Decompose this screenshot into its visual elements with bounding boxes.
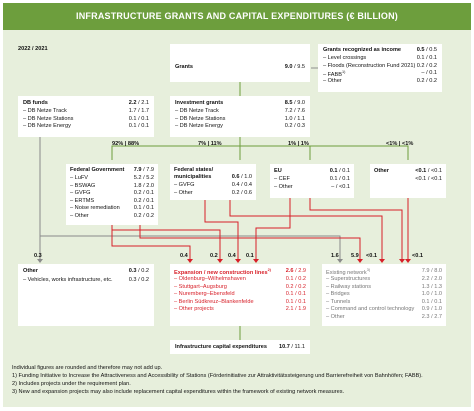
recognized-values: 0.5 / 0.5 [416,47,437,53]
list-item: – Superstructures 2.2 / 2.0 [326,276,442,282]
eu-title: EU [274,168,282,174]
page-title: INFRASTRUCTURE GRANTS AND CAPITAL EXPENDITURES (€ BILLION) [76,11,398,21]
list-item: – Railway stations 1.3 / 1.3 [326,283,442,290]
flow-value: 0.4 [180,253,188,259]
note-footnote-2: 2) Includes projects under the requirement plan. [12,381,131,387]
link-eu [240,146,310,160]
grants-values: 9.0 / 9.5 [284,64,305,70]
flow-value: 1.6 [331,253,339,259]
list-item: – Berlin Südkreuz–Blankenfelde 0.1 / 0.1 [174,298,306,305]
expansion-title: Expansion / new construction lines$^{2)}$ [174,268,271,276]
recognized-list [323,55,437,85]
flow-value: 0.1 [246,253,254,259]
note-rounding: Individual figures are rounded and therefore may not add up. [12,365,163,371]
investment-values: 8.5 / 9.0 [284,100,305,106]
list-item: – BSWAG 1.8 / 2.0 [70,182,154,189]
states-box [170,164,256,200]
list-item: – Level crossings 0.1 / 0.1 [323,55,437,61]
investment-title: Investment grants [175,100,224,106]
link-eu-expansion [256,198,290,262]
expansion-values: 2.6 / 2.9 [285,268,306,274]
capex-box [170,340,310,354]
other-source-values: <0.1 / <0.1 [415,168,442,174]
expansion-list [174,276,306,314]
existing-box [322,264,446,326]
grants-label: Grants [175,64,194,70]
flow-value: 0.2 [210,253,218,259]
other-output-title: Other [23,268,38,274]
list-item: – CEF 0.1 / 0.1 [274,176,350,182]
states-values: 0.6 / 1.0 [231,174,252,180]
note-footnote-3: 3) New and expansion projects may also include replacement capital expenditures within the framework of existing network measures. [12,389,345,395]
list-item: – DB Netze Stations 1.0 / 1.1 [175,115,305,122]
link-federal-expansion-b [112,230,190,262]
db-funds-box [18,96,154,137]
existing-title: Existing network$^{3)}$ [326,268,371,276]
list-item: – FABB$^{1)}$ – / 0.1 [323,70,437,78]
states-title: Federal states/ [174,167,214,173]
expansion-box [170,264,310,326]
list-item: – Other 2.3 / 2.7 [326,313,442,320]
other-source-values-b: <0.1 / <0.1 [415,176,442,182]
list-item: – GVFG 0.2 / 0.1 [70,190,154,197]
link-other-src [310,146,408,160]
flow-value: 0.4 [228,253,236,259]
recognized-box [318,44,442,92]
federal-gov-box [66,164,158,225]
list-item: – Stuttgart–Augsburg 0.2 / 0.2 [174,283,306,290]
other-output-list [23,277,149,285]
flow-value: 5.9 [351,253,359,259]
eu-box [270,164,354,198]
share-other: <1% | <1% [386,141,414,147]
list-item: – DB Netze Track 7.2 / 7.6 [175,108,305,114]
list-item: – DB Netze Stations 0.1 / 0.1 [23,115,149,122]
states-title-line2: municipalities [174,174,212,180]
share-federal: 92% | 88% [112,141,140,147]
list-item: – Other – / <0.1 [274,183,350,190]
flow-value: 0.3 [34,253,42,259]
list-item: – Noise remediation 0.1 / 0.1 [70,205,154,212]
db-funds-title: DB funds [23,100,48,106]
list-item: – DB Netze Energy 0.2 / 0.3 [175,123,305,129]
link-federal-expansion [112,225,220,262]
recognized-title: Grants recognized as income [323,47,402,53]
capex-values: 10.7 / 11.1 [278,344,305,350]
existing-list [326,276,442,322]
list-item: – Tunnels 0.1 / 0.1 [326,298,442,305]
list-item: – Other 0.2 / 0.2 [323,77,437,84]
list-item: – DB Netze Track 1.7 / 1.7 [23,108,149,114]
list-item: – Oldenburg–Wilhelmshaven 0.1 / 0.2 [174,276,306,282]
list-item: – Other projects 2.1 / 1.9 [174,306,306,313]
list-item: – Vehicles, works infrastructure, etc. 0.3 / 0.2 [23,277,149,283]
list-item: – Nuremberg–Ebensfeld 0.1 / 0.1 [174,291,306,298]
states-list [174,182,252,197]
federal-gov-values: 7.9 / 7.9 [133,167,154,173]
list-item: – ERTMS 0.2 / 0.1 [70,197,154,204]
list-item: – Floods (Reconstruction Fund 2021) 0.2 / 0.2 [323,62,437,69]
list-item: – Bridges 1.0 / 1.0 [326,291,442,298]
list-item: – LuFV 5.2 / 5.2 [70,175,154,181]
federal-gov-title: Federal Government [70,167,125,173]
investment-list [175,108,305,131]
db-funds-list [23,108,149,131]
years-label: 2022 / 2021 [18,46,48,52]
list-item: – Other 0.2 / 0.2 [70,212,154,219]
capex-label: Infrastructure capital expenditures [175,344,268,350]
list-item: – Other 0.2 / 0.6 [174,189,252,196]
eu-list [274,176,350,191]
share-states: 7% | 11% [198,141,222,147]
other-source-box [370,164,446,198]
note-footnote-1: 1) Funding Initiative to Increase the Attractiveness and Accessibility of Stations (Förderinitiative zur Attraktivitätssteigerung und Barrierefreiheit von Bahnhöfen; FABB). [12,373,423,379]
db-funds-values: 2.2 / 2.1 [128,100,149,106]
investment-box [170,96,310,137]
other-source-title: Other [374,168,389,174]
list-item: – DB Netze Energy 0.1 / 0.1 [23,123,149,129]
other-output-box [18,264,154,326]
list-item: – GVFG 0.4 / 0.4 [174,182,252,188]
federal-gov-list [70,175,154,221]
grants-box [170,44,310,82]
flow-value: <0.1 [412,253,424,259]
other-output-values: 0.3 / 0.2 [128,268,149,274]
share-eu: 1% | 1% [288,141,309,147]
eu-values: 0.1 / 0.1 [329,168,350,174]
flow-value: <0.1 [366,253,378,259]
list-item: – Command and control technology 0.9 / 1.0 [326,306,442,313]
existing-values: 7.9 / 8.0 [421,268,442,274]
